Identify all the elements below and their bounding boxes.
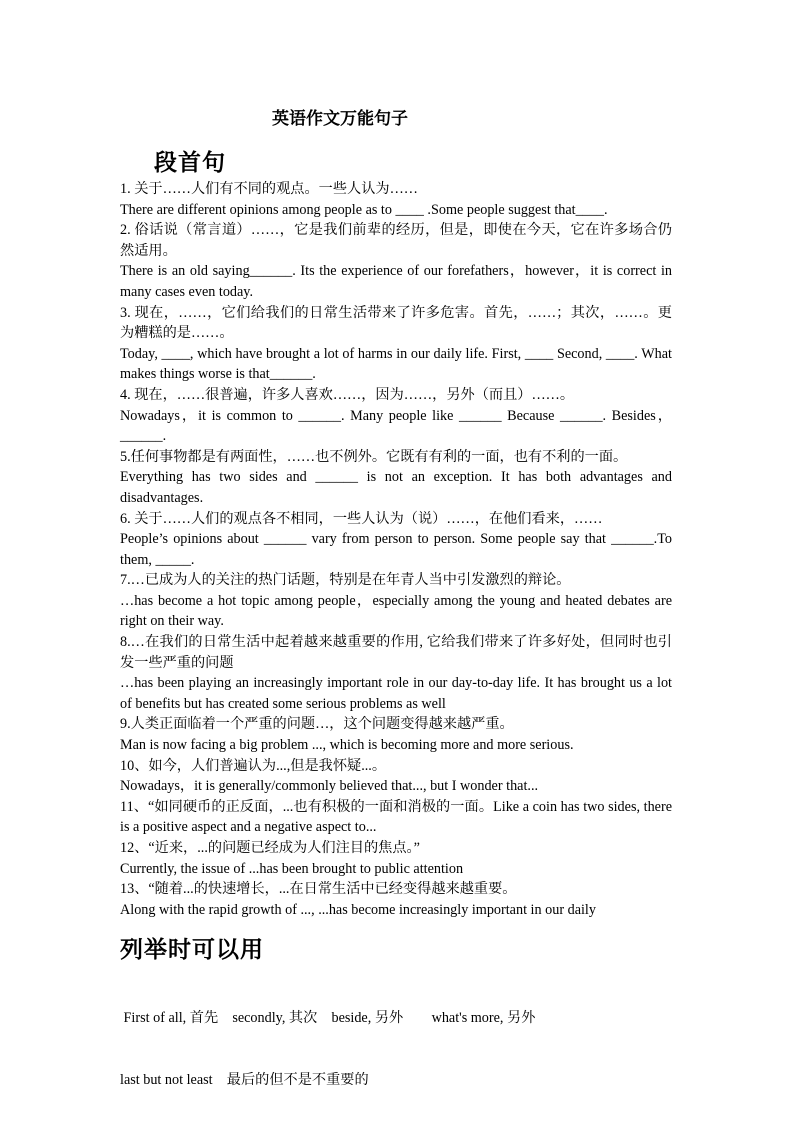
body-line: There is an old saying______. Its the experience of our forefathers，however，it is correct in many cases even today. bbox=[120, 263, 672, 300]
list-line: last but not least 最后的但不是不重要的 bbox=[120, 1071, 369, 1088]
body-line: Nowadays，it is generally/commonly believed that..., but I wonder that... bbox=[120, 778, 539, 795]
body-line: 5.任何事物都是有两面性，……也不例外。它既有有利的一面，也有不利的一面。 bbox=[120, 448, 628, 465]
body-line: 4. 现在，……很普遍，许多人喜欢……，因为……，另外（而且）……。 bbox=[120, 386, 575, 403]
body-line: Nowadays，it is common to ______. Many people like ______ Because ______. Besides，______. bbox=[120, 407, 672, 445]
body-line: 1. 关于……人们有不同的观点。一些人认为…… bbox=[120, 181, 418, 197]
body-line: …has been playing an increasingly important role in our day-to-day life. It has brought us a lot of benefits but has created some serious problems as well bbox=[120, 675, 672, 712]
body-line: 13、“随着...的快速增长，...在日常生活中已经变得越来越重要。 bbox=[120, 881, 517, 898]
document-body bbox=[120, 179, 672, 920]
document-title: 英语作文万能句子 bbox=[272, 109, 408, 129]
body-line: People’s opinions about ______ vary from person to person. Some people say that ______.To them, _____. bbox=[120, 531, 672, 568]
body-line: 9.人类正面临着一个严重的问题…，这个问题变得越来越严重。 bbox=[120, 716, 514, 733]
body-line: 2. 俗话说（常言道）……，它是我们前辈的经历，但是，即使在今天，它在许多场合仍然适用。 bbox=[120, 222, 672, 259]
body-line: Currently, the issue of ...has been brought to public attention bbox=[120, 860, 464, 877]
body-line: Today, ____, which have brought a lot of harms in our daily life. First, ____ Second, ____. What makes things worse is that______. bbox=[120, 345, 672, 383]
body-line: 10、如今，人们普遍认为...,但是我怀疑...。 bbox=[120, 757, 387, 774]
body-line: 12、“近来，...的问题已经成为人们注目的焦点。” bbox=[120, 840, 420, 856]
body-line: 7.…已成为人的关注的热门话题，特别是在年青人当中引发激烈的辩论。 bbox=[120, 572, 571, 589]
body-line: There are different opinions among people as to ____ .Some people suggest that____. bbox=[120, 201, 608, 218]
body-line: Man is now facing a big problem ..., which is becoming more and more serious. bbox=[120, 737, 574, 754]
body-line: Everything has two sides and ______ is not an exception. It has both advantages and disadvantages. bbox=[120, 469, 672, 506]
body-line: 3. 现在，……，它们给我们的日常生活带来了许多危害。首先，……；其次，……。更为糟糕的是……。 bbox=[120, 304, 672, 342]
section-heading-listing: 列举时可以用 bbox=[120, 937, 264, 963]
body-line: …has become a hot topic among people，especially among the young and heated debates are right on their way. bbox=[120, 592, 672, 630]
body-line: 8.…在我们的日常生活中起着越来越重要的作用, 它给我们带来了许多好处，但同时也引发一些严重的问题 bbox=[120, 634, 672, 671]
body-line: 11、“如同硬币的正反面，...也有积极的一面和消极的一面。Like a coin has two sides, there is a positive aspect and a negative aspect to... bbox=[120, 798, 672, 836]
body-line: 6. 关于……人们的观点各不相同，一些人认为（说）……，在他们看来，…… bbox=[120, 510, 603, 527]
listing-words bbox=[120, 967, 680, 1132]
list-line: First of all, 首先 secondly, 其次 beside, 另外 what's more, 另外 bbox=[120, 1010, 536, 1027]
body-line: Along with the rapid growth of ..., ...has become increasingly important in our daily bbox=[120, 901, 596, 918]
section-heading-opening-sentences: 段首句 bbox=[154, 150, 226, 176]
